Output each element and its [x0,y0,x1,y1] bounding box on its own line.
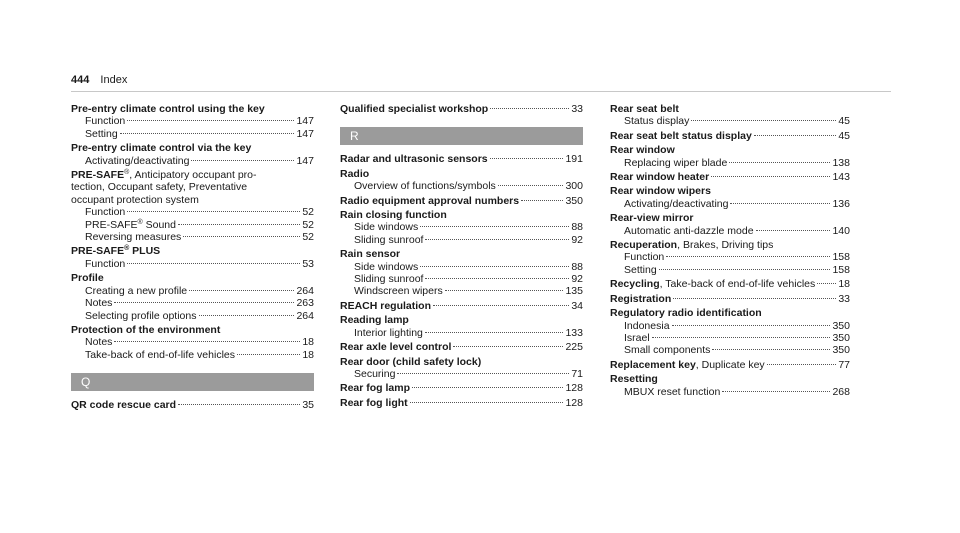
page-ref[interactable]: 52 [302,231,314,244]
page-ref[interactable]: 45 [838,129,850,142]
page-ref[interactable]: 268 [832,385,850,398]
page-ref[interactable]: 133 [565,326,583,339]
index-subentry[interactable]: MBUX reset function 268 [624,385,850,398]
index-entry [340,300,583,312]
entry-heading: Reading lamp [340,314,409,327]
index-subentry[interactable]: Activating/deactivating 136 [624,197,850,210]
page-ref[interactable]: 350 [565,194,583,207]
index-entry [340,397,583,409]
entry-heading: Rear door (child safety lock) [340,355,482,368]
page-ref[interactable]: 88 [571,260,583,273]
entry-heading: PRE-SAFE [71,169,125,182]
entry-heading: Rain sensor [340,248,401,261]
index-subentry[interactable]: Activating/deactivating 147 [85,154,314,167]
page-ref[interactable]: 18 [302,348,314,361]
index-entry [610,373,850,398]
index-subentry[interactable] [610,130,850,142]
index-subentry[interactable]: Automatic anti-dazzle mode 140 [624,224,850,237]
entry-heading: Radar and ultrasonic sensors [340,153,488,166]
page-ref[interactable]: 53 [302,257,314,270]
index-subentry[interactable] [340,300,583,312]
index-entry [71,103,314,140]
page-ref[interactable]: 350 [832,319,850,332]
index-subentry[interactable]: Recycling, Take-back of end-of-life vehicles 18 [610,278,850,291]
index-subentry[interactable]: Small components 350 [624,344,850,357]
entry-heading: Replacement key [610,358,696,371]
index-subentry[interactable]: Israel 350 [624,331,850,344]
index-entry [340,356,583,381]
entry-heading: Rear seat belt status display [610,129,752,142]
index-subentry[interactable] [340,195,583,207]
index-subentry[interactable]: PRE-SAFE® Sound 52 [85,218,314,231]
index-subentry[interactable] [610,171,850,183]
page-ref[interactable]: 52 [302,206,314,219]
index-entry [610,185,850,210]
page-ref[interactable]: 88 [571,221,583,234]
registered-mark: ® [124,245,130,253]
entry-heading: Rear axle level control [340,341,452,354]
page-ref[interactable]: 18 [838,278,850,291]
index-entry [71,245,314,270]
index-subentry[interactable]: Indonesia 350 [624,319,850,332]
index-subentry[interactable]: Setting 158 [624,263,850,276]
entry-heading: Rain closing function [340,209,447,222]
index-column-2 [340,103,583,411]
page-ref[interactable]: 35 [302,399,314,412]
index-entry [610,144,850,169]
entry-heading: Protection of the environment [71,323,221,336]
index-subentry[interactable]: Windscreen wipers 135 [354,285,583,298]
index-entry [71,324,314,361]
page-ref[interactable]: 263 [296,297,314,310]
index-subentry[interactable] [340,382,583,394]
section-letter-q: Q [71,373,314,391]
page-ref[interactable]: 136 [832,197,850,210]
index-entry [340,314,583,339]
entry-heading: Rear fog lamp [340,382,411,395]
index-entry [610,293,850,305]
page-ref[interactable]: 140 [832,224,850,237]
page-ref[interactable]: 350 [832,331,850,344]
page-ref[interactable]: 33 [838,292,850,305]
index-subentry[interactable] [340,341,583,353]
entry-heading: PRE-SAFE® PLUS [71,245,161,258]
index-column-1 [71,103,314,414]
index-entry [340,153,583,165]
index-entry [340,168,583,193]
page-ref[interactable]: 264 [296,284,314,297]
index-entry [340,209,583,246]
index-subentry[interactable] [71,399,314,411]
index-entry [340,195,583,207]
index-entry [610,212,850,237]
index-subentry[interactable]: Securing 71 [354,367,583,380]
index-entry [610,130,850,142]
page-ref[interactable]: 77 [838,358,850,371]
index-subentry[interactable]: Function 158 [624,251,850,264]
index-subentry[interactable]: Notes 18 [85,336,314,349]
index-subentry[interactable]: Function 53 [85,257,314,270]
index-entry [71,142,314,167]
entry-heading: Rear fog light [340,396,408,409]
page-ref[interactable]: 158 [832,251,850,264]
page-ref[interactable]: 135 [565,285,583,298]
page-ref[interactable]: 71 [571,367,583,380]
index-subentry[interactable]: Overview of functions/symbols 300 [354,180,583,193]
page-ref[interactable]: 300 [565,180,583,193]
page-ref[interactable]: 18 [302,336,314,349]
index-subentry[interactable]: Creating a new profile 264 [85,284,314,297]
entry-heading: Rear-view mirror [610,212,694,225]
page-ref[interactable]: 34 [571,299,583,312]
page-ref[interactable]: 147 [296,115,314,128]
index-entry [610,359,850,371]
index-entry [610,307,850,357]
index-entry [71,272,314,322]
entry-heading: Radio [340,167,370,180]
page-number: 444 [71,74,90,86]
index-subentry[interactable]: Side windows 88 [354,260,583,273]
section-letter-r: R [340,127,583,145]
page-ref[interactable]: 350 [832,344,850,357]
entry-heading: Profile [71,272,104,285]
page-ref[interactable]: 147 [296,127,314,140]
page-ref[interactable]: 92 [571,273,583,286]
page-ref[interactable]: 225 [565,341,583,354]
page-ref[interactable]: 138 [832,156,850,169]
index-entry [340,248,583,298]
entry-heading: Radio equipment approval numbers [340,194,520,207]
index-subentry[interactable]: Sliding sunroof 92 [354,233,583,246]
page-title: Index [100,74,128,86]
index-subentry[interactable]: Side windows 88 [354,221,583,234]
page-ref[interactable]: 147 [296,154,314,167]
entry-heading: Resetting [610,373,658,386]
page-ref[interactable]: 52 [302,218,314,231]
entry-heading: Pre-entry climate control using the key [71,103,265,115]
index-subentry[interactable]: Replacing wiper blade 138 [624,156,850,169]
entry-heading: Regulatory radio identification [610,307,762,320]
index-entry: PRE-SAFE®, Anticipatory occupant pro- tection, Occupant safety, Preventative occupant protection system Function 52 PRE-SAFE® Sound 52 Reversing measures 52 [71,169,314,244]
entry-heading: Recycling [610,278,660,291]
index-entry [610,171,850,183]
index-subentry[interactable]: Sliding sunroof 92 [354,273,583,286]
index-entry [610,278,850,290]
index-subentry[interactable] [340,103,583,115]
index-subentry[interactable] [340,153,583,165]
page-ref[interactable]: 33 [571,103,583,115]
entry-heading: QR code rescue card [71,399,177,412]
index-subentry[interactable]: Status display 45 [624,115,850,128]
header-divider [71,91,891,92]
index-subentry[interactable]: Selecting profile options 264 [85,309,314,322]
entry-heading: Qualified specialist workshop [340,103,489,115]
index-column-3 [610,103,850,400]
index-entry [340,103,583,115]
index-entry [340,382,583,394]
index-entry [340,341,583,353]
page-ref[interactable]: 128 [565,382,583,395]
index-subentry[interactable]: Function 52 [85,206,314,219]
entry-heading: Rear seat belt [610,103,679,115]
page-ref[interactable]: 92 [571,233,583,246]
page-header [71,73,891,87]
entry-heading: Rear window wipers [610,185,711,198]
page-ref[interactable]: 45 [838,115,850,128]
index-subentry[interactable]: Interior lighting 133 [354,326,583,339]
index-entry [71,399,314,411]
index-subentry[interactable]: Notes 263 [85,297,314,310]
entry-heading: Rear window [610,144,675,157]
entry-heading: Pre-entry climate control via the key [71,142,252,155]
index-subentry[interactable]: Replacement key, Duplicate key 77 [610,358,850,371]
index-subentry[interactable] [610,293,850,305]
index-subentry[interactable] [340,397,583,409]
registered-mark: ® [137,218,143,226]
entry-heading: Recuperation [610,239,678,252]
index-subentry[interactable]: Take-back of end-of-life vehicles 18 [85,348,314,361]
index-subentry[interactable]: Reversing measures 52 [85,231,314,244]
page-ref[interactable]: 191 [565,153,583,166]
index-entry [610,103,850,128]
index-entry: Recuperation, Brakes, Driving tips Function 158 Setting 158 [610,239,850,276]
registered-mark: ® [124,169,130,177]
entry-heading: Rear window heater [610,171,710,184]
index-subentry[interactable]: Setting 147 [85,127,314,140]
entry-heading: Registration [610,292,672,305]
page-ref[interactable]: 158 [832,263,850,276]
page-ref[interactable]: 128 [565,396,583,409]
page-ref[interactable]: 264 [296,309,314,322]
entry-heading: REACH regulation [340,299,432,312]
page-ref[interactable]: 143 [832,171,850,184]
index-subentry[interactable]: Function 147 [85,115,314,128]
